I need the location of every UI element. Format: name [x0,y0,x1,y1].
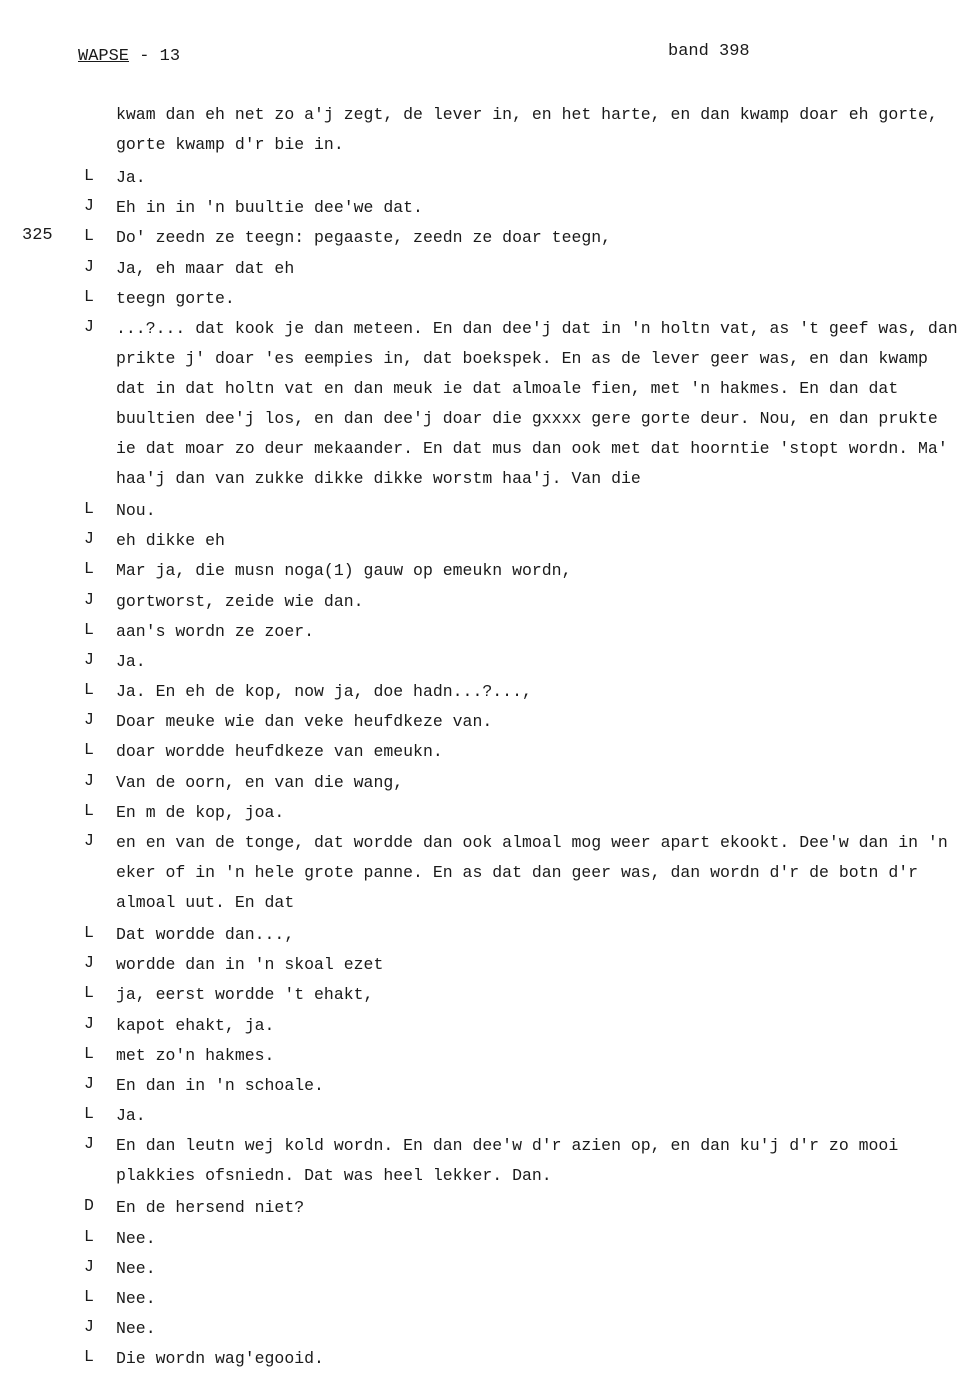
dialogue-list [0,161,973,1372]
speaker-label: J [84,316,94,336]
speaker-label: L [84,1286,94,1306]
utterance-text: Ja. [116,168,146,187]
utterance-text: Die wordn wag'egooid. [116,1349,324,1369]
dialogue-line [0,1069,973,1099]
line-number: 325 [22,226,53,246]
dialogue-line [0,1282,973,1312]
dialogue-line [0,1342,973,1372]
utterance-text: Nee. [116,1288,156,1308]
utterance-text: Nee. [116,1228,156,1248]
utterance-text: En m de kop, joa. [116,802,285,822]
band-label: band 398 [668,42,750,61]
document-header [78,47,180,66]
speaker-label: L [84,923,94,942]
utterance-text: Eh in in 'n buultie dee'we dat. [116,198,423,218]
utterance-text: Doar meuke wie dan veke heufdkeze van. [116,712,493,732]
utterance-text: Ja. [116,651,146,671]
utterance-text: teegn gorte. [116,288,235,308]
utterance-text: Mar ja, die musn noga(1) gauw op emeukn wordn, [116,561,572,581]
speaker-label: J [84,1013,94,1033]
speaker-label: J [84,831,94,850]
utterance-text: aan's wordn ze zoer. [116,621,315,641]
speaker-label: J [84,1317,94,1337]
dialogue-line [0,161,973,191]
utterance-text: Ja, eh maar dat eh [116,258,295,278]
dialogue-line [0,948,973,978]
dialogue-line [0,1009,973,1039]
utterance-text: met zo'n hakmes. [116,1045,275,1065]
speaker-label: D [84,1196,94,1216]
dialogue-line [0,735,973,765]
dialogue-line [0,282,973,312]
speaker-label: L [84,1043,94,1063]
utterance-text: Nou. [116,500,156,520]
speaker-label: L [84,740,94,760]
utterance-text: En dan in 'n schoale. [116,1075,324,1095]
speaker-label: J [84,649,94,669]
series-title: WAPSE [78,47,130,66]
dialogue-line [0,978,973,1008]
dialogue-line [0,1222,973,1252]
dialogue-line [0,252,973,282]
speaker-label: J [84,710,94,730]
speaker-label: J [84,770,94,790]
speaker-label: L [84,800,94,820]
speaker-label: L [84,226,94,246]
utterance-text: wordde dan in 'n skoal ezet [116,955,384,975]
dialogue-line [0,1312,973,1342]
utterance-text: Nee. [116,1258,156,1278]
page-number: - 13 [139,47,181,66]
dialogue-line [0,796,973,826]
speaker-label: L [84,680,94,700]
speaker-label: L [84,1347,94,1367]
dialogue-line [0,221,973,251]
speaker-label: L [84,166,94,185]
speaker-label: J [84,1256,94,1276]
utterance-text: en en van de tonge, dat wordde dan ook almoal mog weer apart ekookt. Dee'w dan in 'n eker of in 'n hele grote panne. En as dat dan geer was, dan wordn d'r de botn d'r almoal uut. En dat [116,833,948,912]
utterance-text: eh dikke eh [116,531,225,551]
dialogue-line [0,191,973,221]
dialogue-line [0,494,973,524]
dialogue-line [0,1099,973,1129]
utterance-text: En de hersend niet? [116,1198,305,1218]
dialogue-line [0,1129,973,1191]
speaker-label: L [84,498,94,518]
dialogue-line [0,585,973,615]
utterance-text: gortworst, zeide wie dan. [116,591,364,611]
speaker-label: J [84,1134,94,1154]
speaker-label: L [84,1104,94,1124]
utterance-text: ja, eerst wordde 't ehakt, [116,985,374,1005]
dialogue-line [0,312,973,494]
dialogue-line [0,1252,973,1282]
utterance-text: ...?... dat kook je dan meteen. En dan dee'j dat in 'n holtn vat, as 't geef was, dan prikte j' doar 'es eempies in, dat boekspek. En as de lever geer was, en dan kwamp dat in dat holtn vat en dan meuk ie dat almoale fien, met 'n hakmes. En dan dat buultien dee'j los, en dan dee'j doar die gxxxx gere gorte deur. Nou, en dan prukte ie dat moar zo deur mekaander. En dat mus dan ook met dat hoorntie 'stopt wordn. Ma' haa'j dan van zukke dikke dikke worstm haa'j. Van die [116,318,958,488]
dialogue-line [0,554,973,584]
speaker-label: J [84,589,94,609]
dialogue-line [0,918,973,948]
utterance-text: Ja. [116,1106,146,1126]
dialogue-line [0,1039,973,1069]
speaker-label: J [84,529,94,549]
dialogue-line [0,705,973,735]
utterance-text: En dan leutn wej kold wordn. En dan dee'w d'r azien op, en dan ku'j d'r zo mooi plakkies ofsniedn. Dat was heel lekker. Dan. [116,1136,899,1186]
dialogue-line [0,826,973,918]
speaker-label: J [84,953,94,973]
dialogue-line [0,615,973,645]
continuation-text: kwam dan eh net zo a'j zegt, de lever in, en het harte, en dan kwamp doar eh gorte, gorte kwamp d'r bie in. [116,105,938,154]
speaker-label: L [84,286,94,306]
speaker-label: J [84,256,94,276]
speaker-label: L [84,1226,94,1246]
utterance-text: Do' zeedn ze teegn: pegaaste, zeedn ze doar teegn, [116,228,612,248]
speaker-label: J [84,1073,94,1093]
dialogue-line [0,1191,973,1221]
utterance-text: Dat wordde dan..., [116,925,295,944]
speaker-label: L [84,559,94,579]
utterance-text: doar wordde heufdkeze van emeukn. [116,742,443,762]
utterance-text: Van de oorn, en van die wang, [116,772,404,792]
utterance-text: kapot ehakt, ja. [116,1015,275,1035]
speaker-label: J [84,196,94,216]
speaker-label: L [84,619,94,639]
dialogue-line [0,524,973,554]
dialogue-line [0,766,973,796]
speaker-label: L [84,983,94,1003]
utterance-text: Ja. En eh de kop, now ja, doe hadn...?..., [116,682,532,702]
dialogue-line [0,675,973,705]
dialogue-line [0,645,973,675]
utterance-text: Nee. [116,1319,156,1339]
